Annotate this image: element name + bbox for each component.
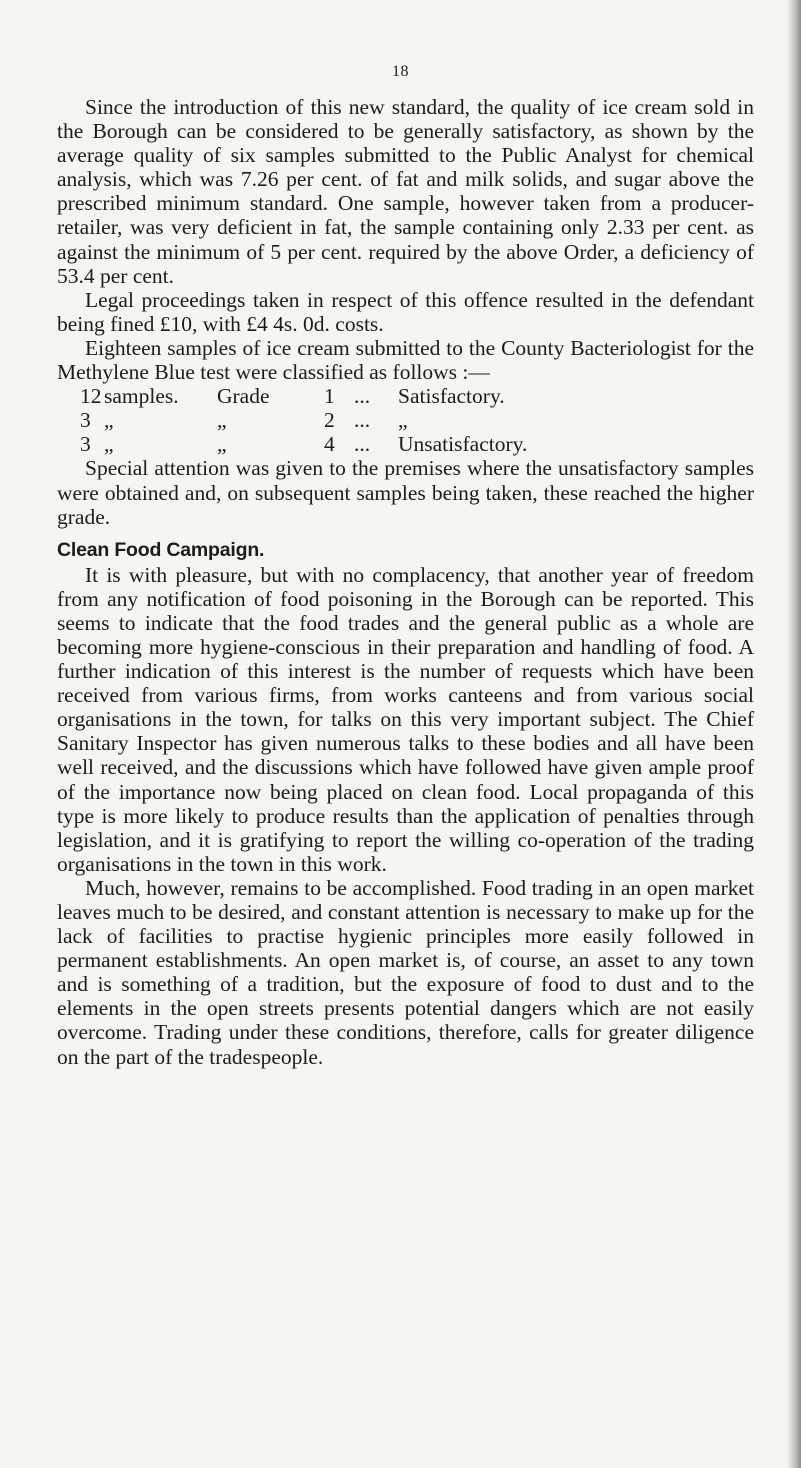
paragraph-legal-proceedings: Legal proceedings taken in respect of this offence resulted in the defendant being fined £10, with £4 4s. 0d. costs. — [57, 287, 754, 336]
grade-row-count: 12 — [80, 384, 102, 409]
grade-row-level: 4 — [324, 432, 335, 457]
paragraph-open-market: Much, however, remains to be accomplished. Food trading in an open market leaves much to be desired, and constant attention is necessary to make up for the lack of facilities to practise hygienic principles more easily followed in permanent establishments. An open market is, of course, an asset to any town and is something of a tradition, but the exposure of food to dust and to the elements in the open streets presents potential dangers which are not easily overcome. Trading under these conditions, therefore, calls for greater diligence on the part of the tradespeople. — [57, 875, 754, 1069]
grade-row-samples: „ — [104, 408, 114, 433]
paragraph-food-poisoning-freedom: It is with pleasure, but with no complacency, that another year of freedom from any notification of food poisoning in the Borough can be reported. This seems to indicate that the food trades and the general public as a whole are becoming more hygiene-conscious in their preparation and handling of food. A further indication of this interest is the number of requests which have been received from various firms, from works canteens and from various social organisations in the town, for talks on this very important subject. The Chief Sanitary Inspector has given numerous talks to these bodies and all have been well received, and the discussions which have followed have given ample proof of the importance now being placed on clean food. Local propaganda of this type is more likely to produce results than the application of penalties through legislation, and it is gratifying to report the willing co-operation of the trading organisations in the town in this work. — [57, 562, 754, 876]
grade-row — [80, 384, 640, 408]
section-heading-clean-food: Clean Food Campaign. — [57, 538, 265, 561]
grade-row-grade-word: „ — [217, 432, 227, 457]
page-number: 18 — [392, 63, 409, 80]
paragraph-bacteriologist-samples: Eighteen samples of ice cream submitted to the County Bacteriologist for the Methylene Blue test were classified as follows :— — [57, 335, 754, 385]
page-edge-shadow — [787, 0, 801, 1468]
paragraph-ice-cream-quality: Since the introduction of this new standard, the quality of ice cream sold in the Borough can be considered to be generally satisfactory, as shown by the average quality of six samples submitted to the Public Analyst for chemical analysis, which was 7.26 per cent. of fat and milk solids, and sugar above the prescribed minimum standard. One sample, however taken from a producer-retailer, was very deficient in fat, the sample containing only 2.33 per cent. as against the minimum of 5 per cent. required by the above Order, a deficiency of 53.4 per cent. — [57, 95, 754, 288]
grade-row-result: „ — [398, 408, 408, 433]
grade-row-result: Satisfactory. — [398, 384, 505, 409]
grade-row — [80, 408, 640, 432]
grade-row-dots: ... — [354, 408, 371, 433]
grade-row-dots: ... — [354, 384, 371, 409]
grade-row-result: Unsatisfactory. — [398, 432, 528, 457]
grade-row-level: 1 — [324, 384, 335, 409]
document-body — [57, 95, 754, 1069]
grade-row-dots: ... — [354, 432, 371, 457]
grade-table — [57, 384, 640, 456]
grade-row-samples: samples. — [104, 384, 179, 409]
grade-row — [80, 432, 640, 456]
grade-row-level: 2 — [324, 408, 335, 433]
grade-row-grade-word: Grade — [217, 384, 270, 409]
grade-row-grade-word: „ — [217, 408, 227, 433]
grade-row-count: 3 — [80, 432, 91, 457]
paragraph-special-attention: Special attention was given to the premises where the unsatisfactory samples were obtained and, on subsequent samples being taken, these reached the higher grade. — [57, 456, 754, 529]
grade-row-count: 3 — [80, 408, 91, 433]
grade-row-samples: „ — [104, 432, 114, 457]
